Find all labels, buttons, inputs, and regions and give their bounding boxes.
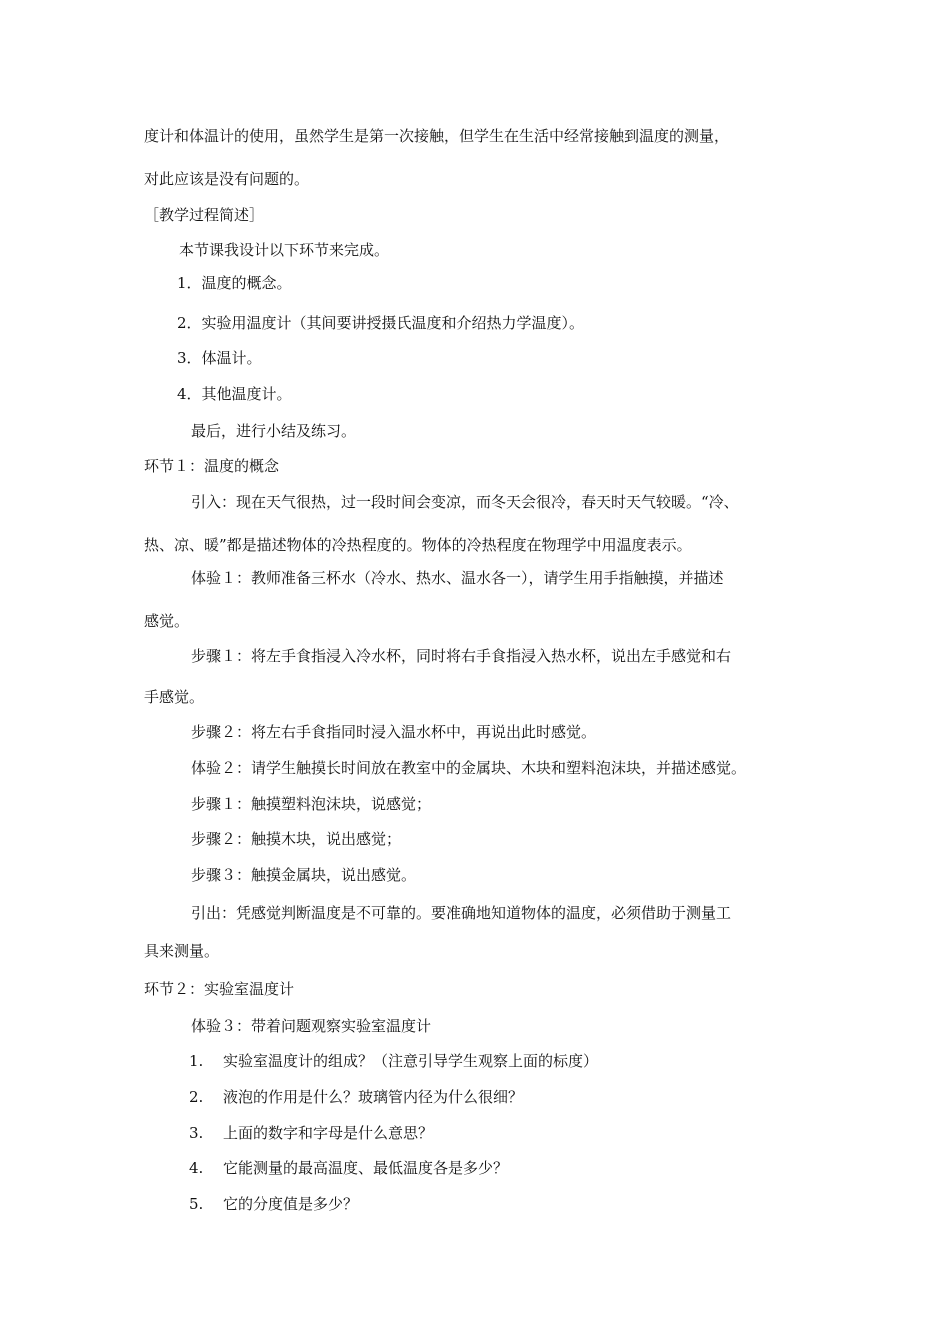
paragraph-line: 步骤３：触摸金属块，说出感觉。 xyxy=(191,866,417,884)
question-text: 它能测量的最高温度、最低温度各是多少？ xyxy=(223,1159,509,1177)
paragraph-line: 引出：凭感觉判断温度是不可靠的。要准确地知道物体的温度，必须借助于测量工 xyxy=(191,904,732,922)
question-number: 2. xyxy=(189,1088,204,1106)
paragraph-line: 体验３：带着问题观察实验室温度计 xyxy=(191,1017,432,1035)
paragraph-line: 体验１：教师准备三杯水（冷水、热水、温水各一），请学生用手指触摸，并描述 xyxy=(191,569,724,587)
section-heading: ［教学过程简述］ xyxy=(144,206,265,224)
paragraph-line: 步骤１：将左手食指浸入冷水杯，同时将右手食指浸入热水杯，说出左手感觉和右 xyxy=(191,647,732,665)
list-item: 1．温度的概念。 xyxy=(177,274,292,292)
section-heading: 环节２：实验室温度计 xyxy=(144,980,295,998)
paragraph-line: 步骤２：触摸木块，说出感觉； xyxy=(191,830,402,848)
paragraph-line: 手感觉。 xyxy=(144,688,205,706)
question-text: 液泡的作用是什么？玻璃管内径为什么很细？ xyxy=(223,1088,524,1106)
question-number: 4. xyxy=(189,1159,204,1177)
paragraph-line: 热、凉、暖”都是描述物体的冷热程度的。物体的冷热程度在物理学中用温度表示。 xyxy=(144,536,692,554)
list-item: 3．体温计。 xyxy=(177,349,262,367)
list-item: 4．其他温度计。 xyxy=(177,385,292,403)
paragraph-line: 步骤２：将左右手食指同时浸入温水杯中，再说出此时感觉。 xyxy=(191,723,597,741)
paragraph-line: 步骤１：触摸塑料泡沫块，说感觉； xyxy=(191,795,432,813)
paragraph-line: 引入：现在天气很热，过一段时间会变凉，而冬天会很冷，春天时天气较暖。“冷、 xyxy=(191,493,739,511)
paragraph-line: 对此应该是没有问题的。 xyxy=(144,170,310,188)
question-text: 上面的数字和字母是什么意思？ xyxy=(223,1124,434,1142)
paragraph-line: 最后，进行小结及练习。 xyxy=(191,422,357,440)
paragraph-line: 本节课我设计以下环节来完成。 xyxy=(179,241,390,259)
question-item xyxy=(189,1087,523,1107)
question-item xyxy=(189,1158,508,1178)
question-item xyxy=(189,1194,358,1214)
question-number: 1. xyxy=(189,1052,204,1070)
question-number: 3. xyxy=(189,1124,204,1142)
paragraph-line: 体验２：请学生触摸长时间放在教室中的金属块、木块和塑料泡沫块，并描述感觉。 xyxy=(191,759,747,777)
question-text: 它的分度值是多少？ xyxy=(223,1195,359,1213)
question-text: 实验室温度计的组成？（注意引导学生观察上面的标度） xyxy=(223,1052,599,1070)
paragraph-line: 感觉。 xyxy=(144,612,190,630)
paragraph-line: 度计和体温计的使用，虽然学生是第一次接触，但学生在生活中经常接触到温度的测量， xyxy=(144,127,730,145)
question-number: 5. xyxy=(189,1195,204,1213)
list-item: 2．实验用温度计（其间要讲授摄氏温度和介绍热力学温度）。 xyxy=(177,314,585,332)
question-item xyxy=(189,1051,598,1071)
question-item xyxy=(189,1123,433,1143)
paragraph-line: 具来测量。 xyxy=(144,942,220,960)
section-heading: 环节１：温度的概念 xyxy=(144,457,280,475)
